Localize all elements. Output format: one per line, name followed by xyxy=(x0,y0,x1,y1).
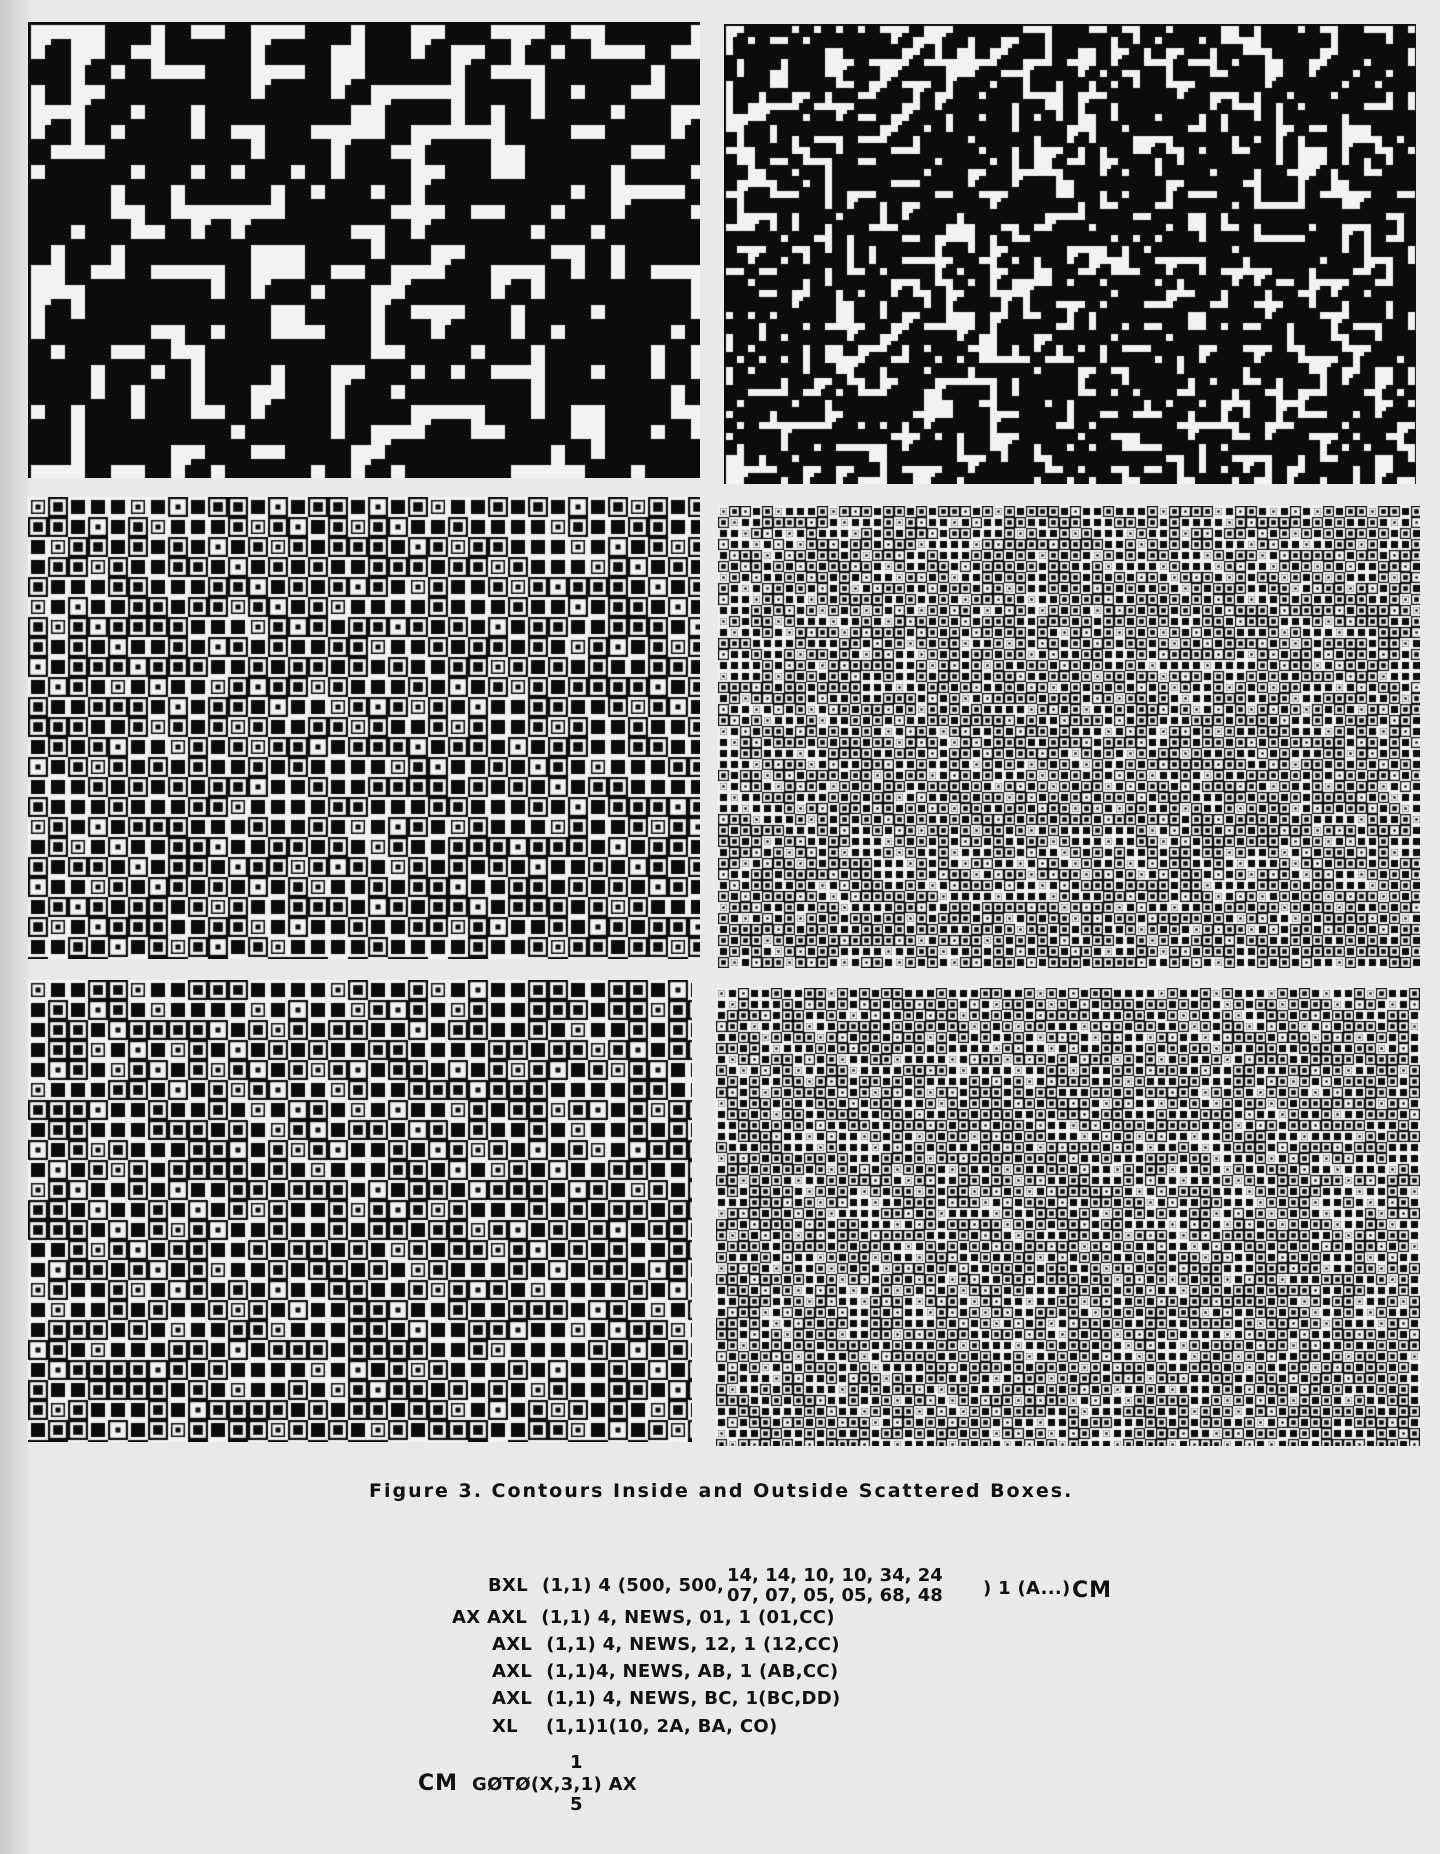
code-line-6 xyxy=(492,1716,778,1738)
code-line-1-stack xyxy=(727,1566,943,1606)
pattern-canvas xyxy=(716,988,1420,1446)
code-args: (1,1) 4, NEWS, BC, 1(BC,DD) xyxy=(546,1688,841,1709)
code-args: (1,1)4, NEWS, AB, 1 (AB,CC) xyxy=(546,1661,839,1682)
code-args: (1,1) 4, NEWS, 01, 1 (01,CC) xyxy=(541,1607,835,1628)
stack-bottom: 07, 07, 05, 05, 68, 48 xyxy=(727,1585,943,1606)
stack-top: 1 xyxy=(570,1752,583,1773)
pattern-canvas xyxy=(28,980,692,1442)
code-line-2 xyxy=(452,1607,835,1629)
code-args: (X,3,1) AX xyxy=(530,1774,637,1795)
stack-top: 14, 14, 10, 10, 34, 24 xyxy=(727,1565,943,1586)
code-line-3 xyxy=(492,1634,840,1656)
code-label: AXL xyxy=(492,1688,533,1709)
panel-small-contours-sparse xyxy=(718,506,1420,968)
code-line-7-stack xyxy=(570,1753,583,1815)
code-args: (1,1) 4, NEWS, 12, 1 (12,CC) xyxy=(546,1634,840,1655)
code-args: (1,1) 4 (500, 500, xyxy=(541,1575,725,1596)
code-label: AXL xyxy=(492,1661,533,1682)
code-line-7 xyxy=(472,1774,637,1796)
code-label: XL xyxy=(492,1716,518,1737)
panel-large-contours-sparse xyxy=(28,497,700,959)
code-goto: GØTØ xyxy=(472,1774,531,1795)
code-line-4 xyxy=(492,1661,838,1683)
stack-bottom: 5 xyxy=(570,1794,583,1815)
figure-caption: Figure 3. Contours Inside and Outside Scattered Boxes. xyxy=(369,1480,1074,1502)
pattern-canvas xyxy=(28,22,700,478)
handwritten-cm-mark: CM xyxy=(418,1771,459,1796)
code-prefix: AX xyxy=(452,1607,481,1628)
panel-large-boxes xyxy=(28,22,700,478)
pattern-canvas xyxy=(718,506,1420,968)
pattern-canvas xyxy=(724,24,1416,484)
handwritten-cm-mark: CM xyxy=(1072,1578,1113,1603)
code-label: BXL xyxy=(488,1575,528,1596)
pattern-canvas xyxy=(28,497,700,959)
code-label: AXL xyxy=(487,1607,528,1628)
code-line-1 xyxy=(488,1575,724,1597)
panel-large-contours-dense xyxy=(28,980,692,1442)
code-line-5 xyxy=(492,1688,840,1710)
panel-small-contours-dense xyxy=(716,988,1420,1446)
code-label: AXL xyxy=(492,1634,533,1655)
code-line-1-tail: ) 1 (A...) xyxy=(983,1578,1071,1599)
panel-small-boxes xyxy=(724,24,1416,484)
code-args: (1,1)1(10, 2A, BA, CO) xyxy=(545,1716,778,1737)
